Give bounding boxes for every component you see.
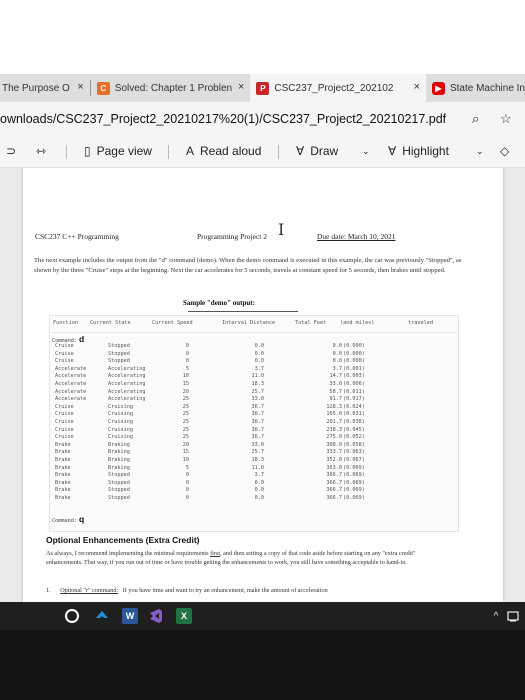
table-cell: 36.7 xyxy=(251,434,264,441)
title-underline xyxy=(188,311,298,312)
table-cell: (0.000) xyxy=(343,358,365,365)
table-cell: 0.0 xyxy=(332,358,342,365)
screen-top-bezel xyxy=(0,0,525,74)
table-cell: 238.3 xyxy=(326,426,342,433)
table-cell: (0.069) xyxy=(343,495,365,501)
table-cell: Accelerate xyxy=(55,373,87,380)
table-cell: (0.058) xyxy=(343,441,365,448)
table-cell: Brake xyxy=(55,464,71,471)
table-cell: 36.7 xyxy=(251,411,264,418)
header-due-date: Due date: March 10, 2021 xyxy=(317,232,396,241)
table-cell: (0.069) xyxy=(343,479,365,486)
list-item-text: If you have time and want to try an enhancement, make the amount of acceleration xyxy=(122,587,328,594)
page-view-icon: ▯ xyxy=(84,144,91,158)
table-cell: 0.0 xyxy=(254,487,264,494)
table-cell: 352.0 xyxy=(326,457,342,463)
table-cell: (0.045) xyxy=(343,426,365,433)
header-function: Function xyxy=(53,320,78,326)
table-cell: (0.069) xyxy=(343,487,365,494)
table-cell: Braking xyxy=(108,464,130,471)
table-cell: Stopped xyxy=(108,343,130,349)
edge-icon[interactable] xyxy=(94,608,110,624)
page-view-label: Page view xyxy=(96,144,152,158)
table-cell: Cruise xyxy=(55,419,74,425)
table-cell: 5 xyxy=(185,464,189,471)
close-icon[interactable]: × xyxy=(237,81,245,93)
menu-icon[interactable]: ⊃ xyxy=(6,144,17,158)
table-cell: Cruise xyxy=(55,434,74,441)
table-cell: 25.7 xyxy=(251,388,264,395)
table-cell: Brake xyxy=(55,487,71,494)
youtube-icon: ▶ xyxy=(432,82,445,95)
table-cell: 58.7 xyxy=(329,388,342,395)
browser-tab-bar xyxy=(0,74,525,102)
table-cell: 5 xyxy=(185,365,189,372)
url-text[interactable]: ownloads/CSC237_Project2_20210217%20(1)/CSC237_Project2_20210217.pdf xyxy=(0,112,447,126)
table-cell: 33.0 xyxy=(251,441,264,448)
table-cell: Cruise xyxy=(55,411,74,418)
intro-paragraph: The next example includes the output from the "d" command (demo). When the demo command is executed in this example, the car was previously "Stopped", as shown by the three "Cruise" steps at the beginning. Next the car accelerates for 5 seconds, travels at constant speed for 5 seconds, then brakes until stopped. xyxy=(34,257,462,274)
table-cell: 165.0 xyxy=(326,411,342,418)
table-cell: 33.0 xyxy=(251,396,264,403)
table-cell: 18.3 xyxy=(251,457,264,463)
tab-state-machine[interactable] xyxy=(426,74,525,102)
table-cell: 25 xyxy=(182,411,189,418)
toolbar-divider xyxy=(278,145,279,159)
table-cell: 0.0 xyxy=(254,350,264,357)
table-cell: 15 xyxy=(182,449,189,456)
table-cell: Accelerating xyxy=(108,365,146,372)
table-cell: Stopped xyxy=(108,358,130,365)
table-cell: 3.7 xyxy=(332,365,342,372)
search-circle-icon[interactable] xyxy=(64,608,80,624)
toolbar-divider xyxy=(168,145,169,159)
header-total: Total Feet xyxy=(295,320,327,326)
table-cell: 10 xyxy=(182,457,189,463)
table-row xyxy=(50,495,460,503)
table-cell: 91.7 xyxy=(329,396,342,403)
pdf-toolbar xyxy=(0,136,525,168)
pen-icon: ∀ xyxy=(296,144,305,158)
table-cell: (0.006) xyxy=(343,381,365,387)
table-cell: 36.7 xyxy=(251,426,264,433)
table-cell: Accelerating xyxy=(108,396,146,403)
close-icon[interactable]: × xyxy=(77,81,84,93)
table-cell: Stopped xyxy=(108,487,130,494)
chevron-down-icon[interactable]: ⌄ xyxy=(476,146,484,156)
table-cell: (0.069) xyxy=(343,464,365,471)
list-item-title: Optional "r" command: xyxy=(60,587,119,594)
table-cell: 3.7 xyxy=(254,472,264,479)
word-icon[interactable]: W xyxy=(122,608,138,624)
address-bar[interactable] xyxy=(0,102,525,136)
table-cell: 366.7 xyxy=(326,472,342,479)
table-cell: Stopped xyxy=(108,479,130,486)
section-text-emphasis: first xyxy=(210,550,221,557)
tab-label: Solved: Chapter 1 Problen xyxy=(114,82,233,94)
table-cell: Accelerate xyxy=(55,381,87,387)
draw-label: Draw xyxy=(310,144,339,158)
tab-label: The Purpose O xyxy=(2,82,70,94)
table-cell: 3.7 xyxy=(254,365,264,372)
table-cell: 25 xyxy=(182,396,189,403)
pdf-viewer[interactable] xyxy=(0,168,525,602)
excel-icon[interactable]: X xyxy=(176,608,192,624)
table-cell: 20 xyxy=(182,441,189,448)
table-cell: 18.3 xyxy=(251,381,264,387)
sample-output-title: Sample "demo" output: xyxy=(183,299,255,307)
header-miles: (and miles) xyxy=(340,320,375,326)
table-cell: 0.0 xyxy=(254,495,264,501)
network-icon[interactable] xyxy=(505,608,521,624)
zoom-icon[interactable]: ⌕ xyxy=(472,111,480,126)
draw-button[interactable] xyxy=(296,144,338,158)
table-cell: (0.011) xyxy=(343,388,365,395)
table-cell: Accelerate xyxy=(55,365,87,372)
table-cell: (0.017) xyxy=(343,396,365,403)
table-cell: 0 xyxy=(185,343,189,349)
table-cell: 201.7 xyxy=(326,419,342,425)
command-prompt: Command: xyxy=(52,518,77,524)
header-speed: Current Speed xyxy=(152,320,193,326)
list-item xyxy=(46,587,328,594)
eraser-icon[interactable]: ◇ xyxy=(500,144,510,158)
text-cursor-icon: I xyxy=(278,220,285,239)
screen-bottom-bezel xyxy=(0,630,525,700)
pdf-page xyxy=(23,168,503,602)
read-aloud-icon: A xyxy=(186,144,195,158)
table-cell: Accelerating xyxy=(108,381,146,387)
tab-label: State Machine In xyxy=(449,82,525,94)
chevron-up-icon[interactable]: ^ xyxy=(493,610,499,622)
close-icon[interactable]: × xyxy=(413,81,420,93)
table-cell: (0.063) xyxy=(343,449,365,456)
table-cell: (0.031) xyxy=(343,411,365,418)
table-cell: 0.0 xyxy=(332,350,342,357)
table-cell: Brake xyxy=(55,449,71,456)
tab-chegg[interactable] xyxy=(91,74,251,102)
table-cell: 366.7 xyxy=(326,487,342,494)
table-cell: 333.7 xyxy=(326,449,342,456)
table-cell: 275.0 xyxy=(326,434,342,441)
table-cell: Braking xyxy=(108,441,130,448)
table-cell: Braking xyxy=(108,457,130,463)
table-cell: 25 xyxy=(182,434,189,441)
table-cell: Accelerate xyxy=(55,396,87,403)
taskbar xyxy=(0,602,525,630)
table-cell: 308.0 xyxy=(326,441,342,448)
table-cell: 20 xyxy=(182,388,189,395)
table-cell: Cruising xyxy=(108,411,133,418)
toolbar-divider xyxy=(66,145,67,159)
highlight-button[interactable] xyxy=(388,144,449,158)
table-cell: 0.0 xyxy=(254,358,264,365)
header-traveled: traveled xyxy=(408,320,433,326)
visual-studio-icon[interactable] xyxy=(148,608,164,624)
table-cell: 0 xyxy=(185,358,189,365)
table-cell: 11.0 xyxy=(251,373,264,380)
table-cell: 36.7 xyxy=(251,419,264,425)
header-state: Current State xyxy=(90,320,131,326)
table-cell: Brake xyxy=(55,495,71,501)
table-cell: Brake xyxy=(55,457,71,463)
table-cell: Cruising xyxy=(108,419,133,425)
table-cell: Brake xyxy=(55,479,71,486)
table-cell: 25 xyxy=(182,403,189,410)
table-cell: 25 xyxy=(182,426,189,433)
command-letter: d xyxy=(79,334,85,344)
table-cell: Brake xyxy=(55,441,71,448)
table-cell: (0.067) xyxy=(343,457,365,463)
table-cell: Cruise xyxy=(55,403,74,410)
table-cell: 0.0 xyxy=(254,479,264,486)
table-cell: 0 xyxy=(185,350,189,357)
command-prompt: Command: xyxy=(52,338,77,344)
table-cell: Cruising xyxy=(108,403,133,410)
table-cell: Stopped xyxy=(108,472,130,479)
command-letter: q xyxy=(79,514,85,524)
table-cell: Accelerating xyxy=(108,373,146,380)
table-cell: 0.0 xyxy=(254,343,264,349)
table-cell: (0.052) xyxy=(343,434,365,441)
table-cell: Accelerate xyxy=(55,388,87,395)
table-cell: 14.7 xyxy=(329,373,342,380)
final-command-line xyxy=(52,514,84,524)
table-cell: 36.7 xyxy=(251,403,264,410)
table-cell: (0.069) xyxy=(343,472,365,479)
table-cell: (0.001) xyxy=(343,365,365,372)
tab-label: CSC237_Project2_202102 xyxy=(274,82,394,94)
table-cell: (0.038) xyxy=(343,419,365,425)
fit-page-icon[interactable]: ⇿ xyxy=(36,144,47,158)
table-cell: Cruising xyxy=(108,434,133,441)
table-cell: (0.000) xyxy=(343,343,365,349)
table-cell: 10 xyxy=(182,373,189,380)
section-title: Optional Enhancements (Extra Credit) xyxy=(46,535,200,545)
table-cell: 25.7 xyxy=(251,449,264,456)
section-paragraph xyxy=(46,549,446,568)
table-cell: 0 xyxy=(185,487,189,494)
list-number: 1. xyxy=(46,587,51,594)
table-cell: Cruising xyxy=(108,426,133,433)
table-cell: Cruise xyxy=(55,343,74,349)
table-cell: Cruise xyxy=(55,358,74,365)
section-text-part: , and then setting a copy of that code aside before starting on any "extra credit" enhancements. That way, if you run out of time or have trouble getting the enhancements to work, you still have something acceptable to hand-in. xyxy=(46,550,416,567)
read-aloud-button[interactable] xyxy=(186,144,261,158)
table-cell: 0 xyxy=(185,495,189,501)
table-cell: 25 xyxy=(182,419,189,425)
table-cell: Cruise xyxy=(55,350,74,357)
header-divider xyxy=(52,332,457,333)
page-view-button[interactable] xyxy=(84,144,152,158)
table-cell: 0 xyxy=(185,479,189,486)
table-cell: Braking xyxy=(108,449,130,456)
highlight-label: Highlight xyxy=(402,144,449,158)
table-cell: (0.024) xyxy=(343,403,365,410)
table-cell: 363.0 xyxy=(326,464,342,471)
header-project: Programming Project 2 xyxy=(197,232,267,241)
table-cell: 11.0 xyxy=(251,464,264,471)
header-course: CSC237 C++ Programming xyxy=(35,232,119,241)
table-cell: (0.000) xyxy=(343,350,365,357)
chevron-down-icon[interactable]: ⌄ xyxy=(362,146,370,156)
read-aloud-label: Read aloud xyxy=(200,144,262,158)
table-cell: Brake xyxy=(55,472,71,479)
tab-pdf[interactable] xyxy=(250,74,426,102)
favorites-icon[interactable]: ☆ xyxy=(500,111,512,126)
table-cell: Stopped xyxy=(108,350,130,357)
table-cell: 0 xyxy=(185,472,189,479)
table-cell: 0.0 xyxy=(332,343,342,349)
table-cell: Accelerating xyxy=(108,388,146,395)
table-cell: Cruise xyxy=(55,426,74,433)
pdf-icon: P xyxy=(256,82,269,95)
table-cell: 33.0 xyxy=(329,381,342,387)
table-cell: (0.003) xyxy=(343,373,365,380)
table-cell: 15 xyxy=(182,381,189,387)
tab-purpose[interactable] xyxy=(0,74,90,102)
table-cell: 366.7 xyxy=(326,495,342,501)
console-header xyxy=(50,320,460,328)
table-cell: Stopped xyxy=(108,495,130,501)
table-cell: 366.7 xyxy=(326,479,342,486)
header-interval: Interval Distance xyxy=(222,320,276,326)
highlighter-icon: ∀ xyxy=(388,144,397,158)
console-output xyxy=(49,315,459,532)
table-cell: 128.3 xyxy=(326,403,342,410)
section-text-part: As always, I recommend implementing the minimal requirements xyxy=(46,550,211,557)
chegg-icon: C xyxy=(97,82,110,95)
